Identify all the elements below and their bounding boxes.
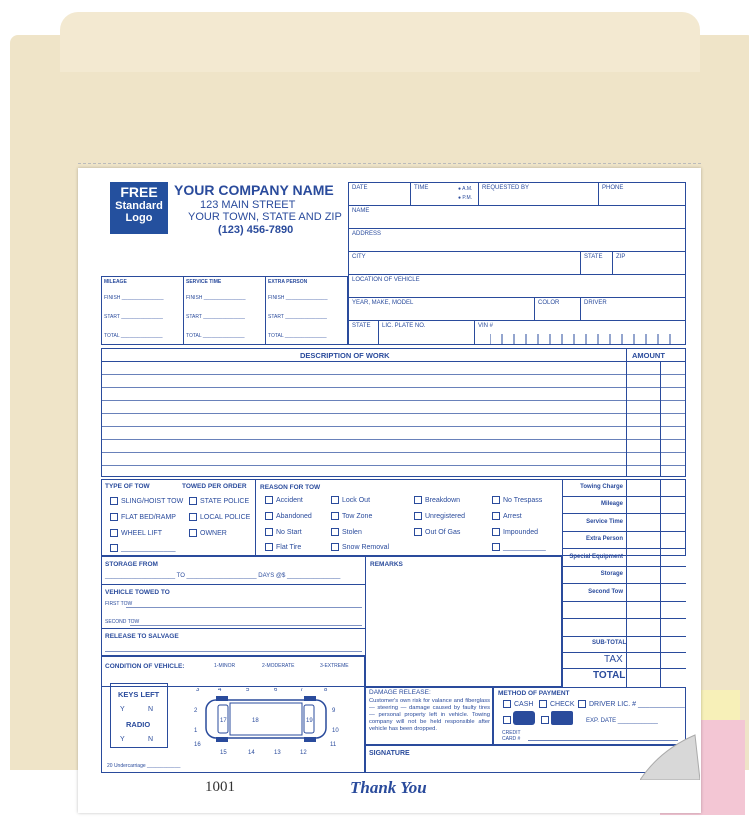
remarks-title: REMARKS (370, 561, 403, 568)
company-street: 123 MAIN STREET (200, 199, 296, 211)
start-label: START (268, 314, 284, 320)
radio-n[interactable]: N (148, 736, 154, 743)
am-option[interactable]: ● A.M. (458, 186, 473, 192)
reason-label: Out Of Gas (425, 529, 461, 536)
start-label: START (186, 314, 202, 320)
tow-type-flatbed[interactable] (110, 513, 176, 522)
zone-number: 19 (306, 718, 313, 724)
damage-release-text: Customer's own risk for valance and fiberglass — steering — damage caused by faulty tires — personal property left in vehicle. Towing company will not be held responsible after vehicle has been dropped. (369, 698, 490, 732)
charge-mileage: Mileage (600, 501, 623, 507)
reason-label: Abandoned (276, 513, 312, 520)
tow-type-label: SLING/HOIST TOW (121, 498, 184, 505)
logo-line3: Logo (125, 212, 153, 224)
pm-label: P.M. (462, 195, 473, 201)
credit-card-label: CREDIT CARD # (502, 730, 521, 742)
order-owner[interactable] (189, 529, 227, 538)
city-label: CITY (352, 254, 366, 260)
state-label: STATE (584, 254, 603, 260)
storage-line[interactable]: _____________________ TO _____________________ DAYS @$ ________________ (105, 573, 341, 579)
undercarriage-field[interactable]: 20 Undercarriage ____________ (107, 763, 181, 769)
vehicle-towed-title: VEHICLE TOWED TO (105, 589, 170, 596)
zone-number: 4 (218, 688, 222, 693)
reason-label: Tow Zone (342, 513, 373, 520)
visa-icon (551, 711, 573, 725)
charge-towing: Towing Charge (580, 484, 623, 490)
reason-label: Stolen (342, 529, 362, 536)
signature-label: SIGNATURE (369, 750, 410, 757)
reason-lock-out[interactable] (331, 496, 370, 505)
reason-label: Flat Tire (276, 544, 302, 551)
order-label: OWNER (200, 530, 227, 537)
total-label: TOTAL (593, 670, 626, 681)
location-label: LOCATION OF VEHICLE (352, 277, 420, 283)
reason-impounded[interactable] (492, 528, 538, 537)
storage-days: DAYS @$ (258, 573, 286, 579)
extra-finish[interactable]: FINISH _______________ (268, 295, 328, 301)
logo (110, 182, 168, 234)
zone-number: 11 (330, 742, 337, 748)
state2-label: STATE (352, 323, 371, 329)
tow-type-sling[interactable] (110, 497, 183, 506)
plate-label: LIC. PLATE NO. (382, 323, 426, 329)
undercarriage-label: 20 Undercarriage (107, 763, 146, 769)
reason-label: Impounded (503, 529, 539, 536)
reason-label: No Trespass (503, 497, 543, 504)
order-local-police[interactable] (189, 513, 250, 522)
start-label: START (104, 314, 120, 320)
condition-minor: 1-MINOR (214, 663, 236, 669)
total-label: TOTAL (186, 333, 202, 339)
charge-second-tow: Second Tow (588, 589, 623, 595)
exp-date-label: EXP. DATE (586, 718, 617, 724)
tax-label: TAX (604, 654, 623, 665)
pm-option[interactable]: ● P.M. (458, 195, 473, 201)
car-wheel (216, 696, 228, 701)
charge-service-time: Service Time (586, 519, 623, 525)
zone-number: 9 (332, 708, 336, 714)
company-phone: (123) 456-7890 (218, 224, 294, 236)
zone-number: 16 (194, 742, 201, 748)
order-label: LOCAL POLICE (200, 514, 251, 521)
requested-by-label: REQUESTED BY (482, 185, 530, 191)
zone-number: 10 (332, 728, 339, 734)
mastercard-icon (513, 711, 535, 725)
reason-unregistered[interactable] (414, 512, 465, 521)
total-label: TOTAL (268, 333, 284, 339)
check-label: CHECK (550, 701, 575, 708)
reason-label: Arrest (503, 513, 522, 520)
extra-total[interactable]: TOTAL _______________ (268, 333, 327, 339)
company-name: YOUR COMPANY NAME (174, 182, 334, 198)
tow-type-wheel-lift[interactable] (110, 529, 162, 538)
reason-stolen[interactable] (331, 528, 362, 537)
car-wheel (304, 696, 316, 701)
radio-y[interactable]: Y (120, 736, 125, 743)
zip-label: ZIP (616, 254, 626, 260)
second-tow-label: SECOND TOW (105, 619, 140, 625)
charge-storage: Storage (600, 571, 623, 577)
reason-out-of-gas[interactable] (414, 528, 460, 537)
mileage-label: MILEAGE (104, 279, 127, 285)
car-wheel (304, 737, 316, 742)
back-cover-fold (60, 12, 700, 72)
amount-header: AMOUNT (632, 351, 665, 360)
condition-extreme: 3-EXTREME (320, 663, 349, 669)
vehicle-diagram[interactable] (192, 688, 342, 758)
zone-number: 17 (220, 718, 227, 724)
name-label: NAME (352, 208, 370, 214)
reason-snow-removal[interactable] (331, 543, 389, 552)
service-time-label: SERVICE TIME (186, 279, 222, 285)
reason-label: Breakdown (425, 497, 461, 504)
time-label: TIME (414, 185, 429, 191)
reason-other[interactable]: ___________ (492, 543, 546, 552)
mileage-finish[interactable]: FINISH _______________ (104, 295, 164, 301)
zone-number: 15 (220, 750, 227, 756)
total-label: TOTAL (104, 333, 120, 339)
vin-label: VIN # (478, 323, 494, 329)
reason-label: Unregistered (425, 513, 466, 520)
driver-label: DRIVER (584, 300, 607, 306)
extra-person-label: EXTRA PERSON (268, 279, 308, 285)
year-make-model-label: YEAR, MAKE, MODEL (352, 300, 414, 306)
tow-type-other[interactable]: ______________ (110, 544, 176, 553)
zone-number: 18 (252, 718, 259, 724)
service-total[interactable]: TOTAL _______________ (186, 333, 245, 339)
page-curl (640, 730, 700, 780)
order-label: STATE POLICE (200, 498, 250, 505)
zone-number: 5 (246, 688, 250, 693)
salvage-title: RELEASE TO SALVAGE (105, 633, 179, 640)
reason-arrest[interactable] (492, 512, 522, 521)
payment-title: METHOD OF PAYMENT (498, 690, 570, 697)
am-label: A.M. (462, 186, 473, 192)
service-start[interactable]: START _______________ (186, 314, 245, 320)
vin-boxes[interactable] (490, 334, 686, 345)
storage-title: STORAGE FROM (105, 561, 158, 568)
exp-date-field[interactable]: EXP. DATE ____________ (586, 718, 658, 724)
car-wheel (216, 737, 228, 742)
date-label: DATE (352, 185, 368, 191)
subtotal-label: SUB-TOTAL (592, 640, 627, 646)
radio-label: RADIO (126, 720, 151, 729)
damage-release-title: DAMAGE RELEASE: (369, 689, 431, 696)
finish-label: FINISH (186, 295, 203, 301)
reason-label: No Start (276, 529, 302, 536)
driver-lic-field[interactable]: DRIVER LIC. # ____________ (578, 700, 685, 709)
reason-tow-zone[interactable] (331, 512, 372, 521)
reason-label: Accident (276, 497, 303, 504)
condition-title: CONDITION OF VEHICLE: (105, 663, 185, 670)
thank-you: Thank You (350, 778, 427, 797)
charge-special-equipment: Special Equipment (569, 554, 623, 560)
zone-number: 7 (300, 688, 304, 693)
zone-number: 3 (196, 688, 200, 693)
signature-box[interactable] (365, 745, 686, 773)
form-number: 1001 (205, 779, 235, 795)
reason-accident[interactable] (265, 496, 303, 505)
condition-moderate: 2-MODERATE (262, 663, 295, 669)
keys-n[interactable]: N (148, 706, 154, 713)
first-tow-label: FIRST TOW (105, 601, 133, 607)
color-label: COLOR (538, 300, 560, 306)
reason-flat-tire[interactable] (265, 543, 301, 552)
logo-line2: Standard (115, 200, 163, 212)
mileage-total[interactable]: TOTAL _______________ (104, 333, 163, 339)
finish-label: FINISH (104, 295, 121, 301)
cash-label: CASH (514, 701, 534, 708)
payment-mastercard[interactable] (503, 716, 514, 725)
zone-number: 1 (194, 728, 198, 734)
zone-number: 13 (274, 750, 281, 756)
keys-y[interactable]: Y (120, 706, 125, 713)
payment-visa[interactable] (541, 716, 552, 725)
order-state-police[interactable] (189, 497, 249, 506)
reason-no-start[interactable] (265, 528, 302, 537)
charge-extra-person: Extra Person (585, 536, 623, 542)
reason-label: Snow Removal (342, 544, 390, 551)
phone-label: PHONE (602, 185, 624, 191)
reason-no-trespass[interactable] (492, 496, 542, 505)
driver-lic-label: DRIVER LIC. # (589, 701, 637, 708)
type-of-tow-title: TYPE OF TOW (105, 483, 150, 490)
reason-for-tow-title: REASON FOR TOW (260, 484, 321, 491)
keys-left-label: KEYS LEFT (118, 690, 160, 699)
zone-number: 14 (248, 750, 255, 756)
company-city: YOUR TOWN, STATE AND ZIP (188, 211, 342, 223)
reason-abandoned[interactable] (265, 512, 312, 521)
zone-number: 2 (194, 708, 198, 714)
zone-number: 8 (324, 688, 328, 693)
finish-label: FINISH (268, 295, 285, 301)
towed-per-order-title: TOWED PER ORDER (182, 483, 247, 490)
payment-cash[interactable] (503, 700, 533, 709)
tow-type-label: FLAT BED/RAMP (121, 514, 176, 521)
extra-start[interactable]: START _______________ (268, 314, 327, 320)
reason-label: Lock Out (342, 497, 371, 504)
mileage-start[interactable]: START _______________ (104, 314, 163, 320)
reason-breakdown[interactable] (414, 496, 460, 505)
car-roof (230, 703, 302, 735)
tow-type-label: WHEEL LIFT (121, 530, 162, 537)
zone-number: 12 (300, 750, 307, 756)
storage-to: TO (176, 573, 185, 579)
description-header: DESCRIPTION OF WORK (300, 351, 390, 360)
address-label: ADDRESS (352, 231, 382, 237)
logo-line1: FREE (120, 184, 158, 200)
payment-check[interactable] (539, 700, 575, 709)
zone-number: 6 (274, 688, 278, 693)
service-finish[interactable]: FINISH _______________ (186, 295, 246, 301)
